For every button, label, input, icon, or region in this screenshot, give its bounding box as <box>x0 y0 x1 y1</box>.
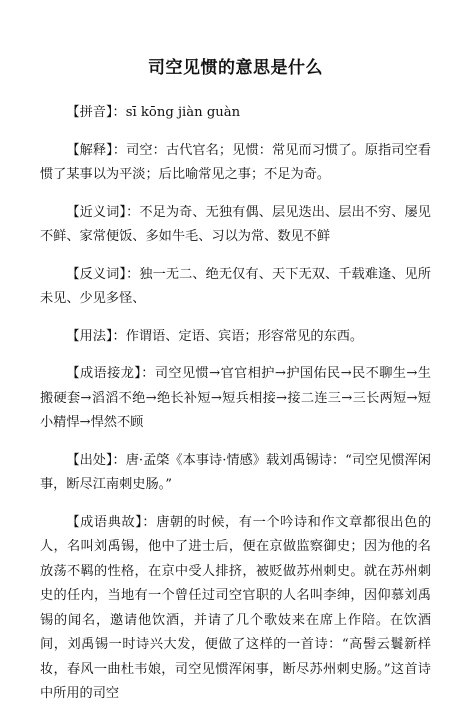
section-text: ：sī kōng jiàn guàn <box>112 105 241 120</box>
section-text: ：唐·孟棨《本事诗·情感》载刘禹锡诗：“司空见惯浑闲事，断尽江南刺史肠。” <box>40 452 431 492</box>
section-idiom-chain <box>40 362 431 436</box>
section-text: ：作谓语、定语、宾语；形容常见的东西。 <box>112 328 364 344</box>
section-text: ：不足为奇、无独有偶、层见迭出、层出不穷、屡见不鲜、家常便饭、多如牛毛、习以为常、数见不鲜 <box>40 204 431 244</box>
section-pinyin <box>40 101 431 126</box>
section-text: ：司空：古代官名；见惯：常见而习惯了。原指司空看惯了某事以为平淡；后比喻常见之事；不足为奇。 <box>40 142 432 182</box>
section-story <box>40 511 431 707</box>
section-label: 【用法】 <box>66 328 113 344</box>
section-label: 【拼音】 <box>66 105 113 120</box>
section-label: 【成语典故】 <box>66 514 143 530</box>
section-usage <box>40 325 431 350</box>
section-label: 【解释】 <box>66 142 113 158</box>
section-label: 【近义词】 <box>66 204 127 220</box>
section-text: ：司空见惯→官官相护→护国佑民→民不聊生→生搬硬套→滔滔不绝→绝长补短→短兵相接→接二连三→三长两短→短小精悍→悍然不顾 <box>40 366 431 430</box>
section-source <box>40 449 431 498</box>
page-title: 司空见惯的意思是什么 <box>148 58 323 78</box>
section-explanation <box>40 139 431 188</box>
section-synonyms <box>40 201 431 250</box>
section-label: 【成语接龙】 <box>66 366 142 381</box>
section-antonyms <box>40 263 431 312</box>
section-text: ：唐朝的时候，有一个吟诗和作文章都很出色的人，名叫刘禹锡，他中了进士后，便在京做监察御史；因为他的名放荡不羁的性格，在京中受人排挤，被贬做苏州刺史。就在苏州刺史的任内，当地有一个曾任过司空官职的人名叫李绅，因仰慕刘禹锡的闻名，邀请他饮酒，并请了几个歌妓来在席上作陪。在饮酒间，刘禹锡一时诗兴大发，便做了这样的一首诗：“高髻云鬟新样妆，春风一曲杜韦娘，司空见惯浑闲事，断尽苏州刺史肠。”这首诗中所用的司空 <box>40 514 432 701</box>
section-label: 【出处】 <box>66 452 113 468</box>
section-text: ：独一无二、绝无仅有、天下无双、千载难逢、见所未见、少见多怪、 <box>40 266 431 306</box>
section-label: 【反义词】 <box>66 266 127 282</box>
